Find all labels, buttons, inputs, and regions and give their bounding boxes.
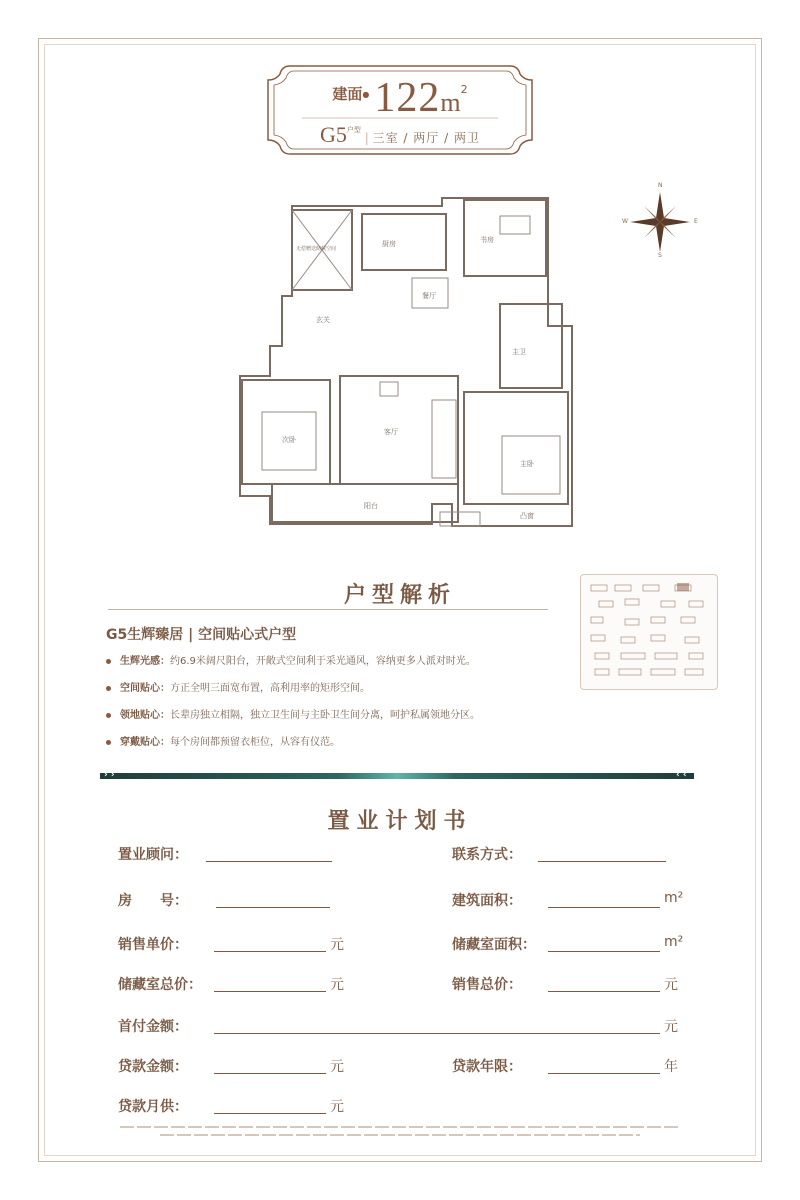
compass-w: W (622, 218, 628, 225)
compass (622, 180, 698, 260)
section-divider-bar (100, 773, 694, 779)
down-payment-unit: 元 (664, 1019, 678, 1035)
floor-plan (232, 186, 580, 538)
bullet-icon (106, 713, 111, 718)
loan-years-unit: 年 (664, 1059, 678, 1075)
area-sup: 2 (460, 83, 468, 96)
consultant-label: 置业顾问： (118, 847, 188, 863)
bullet-icon (106, 686, 111, 691)
feature-item (106, 706, 586, 733)
storage-total-line[interactable] (214, 991, 326, 992)
room-no-field[interactable] (118, 890, 188, 910)
loan-amount-field[interactable] (118, 1056, 344, 1076)
room-master-bed: 主卧 (520, 460, 534, 468)
frame-inner-top (44, 44, 756, 45)
feature-item (106, 679, 586, 706)
bullet-icon (106, 740, 111, 745)
monthly-unit: 元 (330, 1099, 344, 1115)
compass-s: S (658, 252, 662, 259)
room-no-label: 房 号： (118, 893, 188, 909)
feature-text: 每个房间都预留衣柜位，从容有仪范。 (170, 737, 340, 748)
divider-arrow-left-icon: ‹ ‹ (676, 770, 687, 780)
feature-label: 生辉光感： (120, 656, 170, 667)
sales-total-label: 销售总价： (452, 977, 522, 993)
frame-bottom (38, 1161, 762, 1162)
consultant-line[interactable] (206, 861, 332, 862)
compass-star-icon (622, 180, 698, 260)
floor-area-line[interactable] (548, 907, 660, 908)
storage-area-unit: m² (664, 934, 684, 950)
type-sub: 户型 (346, 126, 361, 134)
frame-inner-bottom (44, 1155, 756, 1156)
area-value: 122 (374, 75, 441, 121)
sales-total-unit: 元 (664, 977, 678, 993)
analysis-subheading: G5生辉臻居 | 空间贴心式户型 (106, 627, 297, 643)
analysis-title: 户型解析 (343, 582, 456, 608)
feature-label: 穿戴贴心： (120, 737, 170, 748)
feature-label: 空间贴心： (120, 683, 170, 694)
unit-price-unit: 元 (330, 937, 344, 953)
type-code: G5 (320, 122, 347, 147)
loan-years-line[interactable] (548, 1073, 660, 1074)
monthly-label: 贷款月供： (118, 1099, 188, 1115)
divider-arrow-right-icon: › › (104, 770, 115, 780)
feature-text: 约6.9米阔尺阳台，开敞式空间利于采光通风，容纳更多人派对时光。 (170, 656, 476, 667)
room-second-bed: 次卧 (282, 436, 296, 444)
title-cartouche (262, 62, 538, 158)
down-payment-field[interactable] (118, 1016, 678, 1036)
down-payment-label: 首付金额： (118, 1019, 188, 1035)
disclaimer (120, 1123, 680, 1144)
storage-total-label: 储藏室总价： (118, 977, 202, 993)
monthly-field[interactable] (118, 1096, 344, 1116)
room-balcony: 阳台 (364, 502, 378, 510)
analysis-divider (108, 609, 548, 610)
area-unit: m (440, 88, 461, 117)
floor-area-field[interactable] (452, 890, 684, 910)
monthly-line[interactable] (214, 1113, 326, 1114)
storage-total-field[interactable] (118, 974, 344, 994)
contact-field[interactable] (452, 844, 522, 864)
feature-text: 方正全明三面宽布置，高利用率的矩形空间。 (170, 683, 370, 694)
consultant-field[interactable] (118, 844, 188, 864)
room-storage: 无偿赠送储藏空间 (296, 246, 337, 252)
frame-top (38, 38, 762, 39)
bullet-icon (106, 659, 111, 664)
compass-e: E (694, 218, 698, 225)
fine-print-lines (120, 1123, 680, 1141)
floor-area-unit: m² (664, 890, 684, 906)
loan-amount-unit: 元 (330, 1059, 344, 1075)
compass-n: N (658, 182, 663, 189)
loan-amount-line[interactable] (214, 1073, 326, 1074)
loan-amount-label: 贷款金额： (118, 1059, 188, 1075)
feature-list (106, 652, 586, 760)
sales-total-line[interactable] (548, 991, 660, 992)
room-master-bath: 主卫 (512, 348, 526, 356)
sales-total-field[interactable] (452, 974, 678, 994)
loan-years-field[interactable] (452, 1056, 678, 1076)
room-kitchen: 厨房 (382, 240, 396, 248)
storage-area-field[interactable] (452, 934, 684, 954)
area-line (262, 74, 538, 122)
storage-area-label: 储藏室面积： (452, 937, 536, 953)
loan-years-label: 贷款年限： (452, 1059, 522, 1075)
storage-area-line[interactable] (548, 951, 660, 952)
room-living: 客厅 (384, 428, 398, 436)
floor-area-label: 建筑面积： (452, 893, 522, 909)
feature-item (106, 733, 586, 760)
type-rooms: 三室 / 两厅 / 两卫 (372, 131, 480, 145)
room-dining: 餐厅 (422, 292, 436, 300)
contact-label: 联系方式： (452, 847, 522, 863)
unit-price-line[interactable] (214, 951, 326, 952)
area-label: 建面 (332, 85, 363, 103)
unit-price-field[interactable] (118, 934, 344, 954)
type-line: $G5^{户型}$ | 三室 / 两厅 / 两卫 (320, 122, 480, 147)
contact-line[interactable] (538, 861, 666, 862)
area-dot-icon: ● (362, 90, 370, 99)
feature-label: 领地贴心： (120, 710, 170, 721)
unit-price-label: 销售单价： (118, 937, 188, 953)
room-study: 书房 (480, 236, 494, 244)
room-bay: 凸窗 (520, 512, 534, 520)
feature-item (106, 652, 586, 679)
site-plan-icon (581, 575, 717, 689)
feature-text: 长辈房独立相隔，独立卫生间与主卧卫生间分离，呵护私属领地分区。 (170, 710, 480, 721)
building-location-map (580, 574, 718, 690)
storage-total-unit: 元 (330, 977, 344, 993)
purchase-plan-title: 置业计划书 (327, 808, 473, 834)
room-entry: 玄关 (316, 316, 330, 324)
room-no-line[interactable] (216, 907, 330, 908)
down-payment-line[interactable] (214, 1033, 660, 1034)
